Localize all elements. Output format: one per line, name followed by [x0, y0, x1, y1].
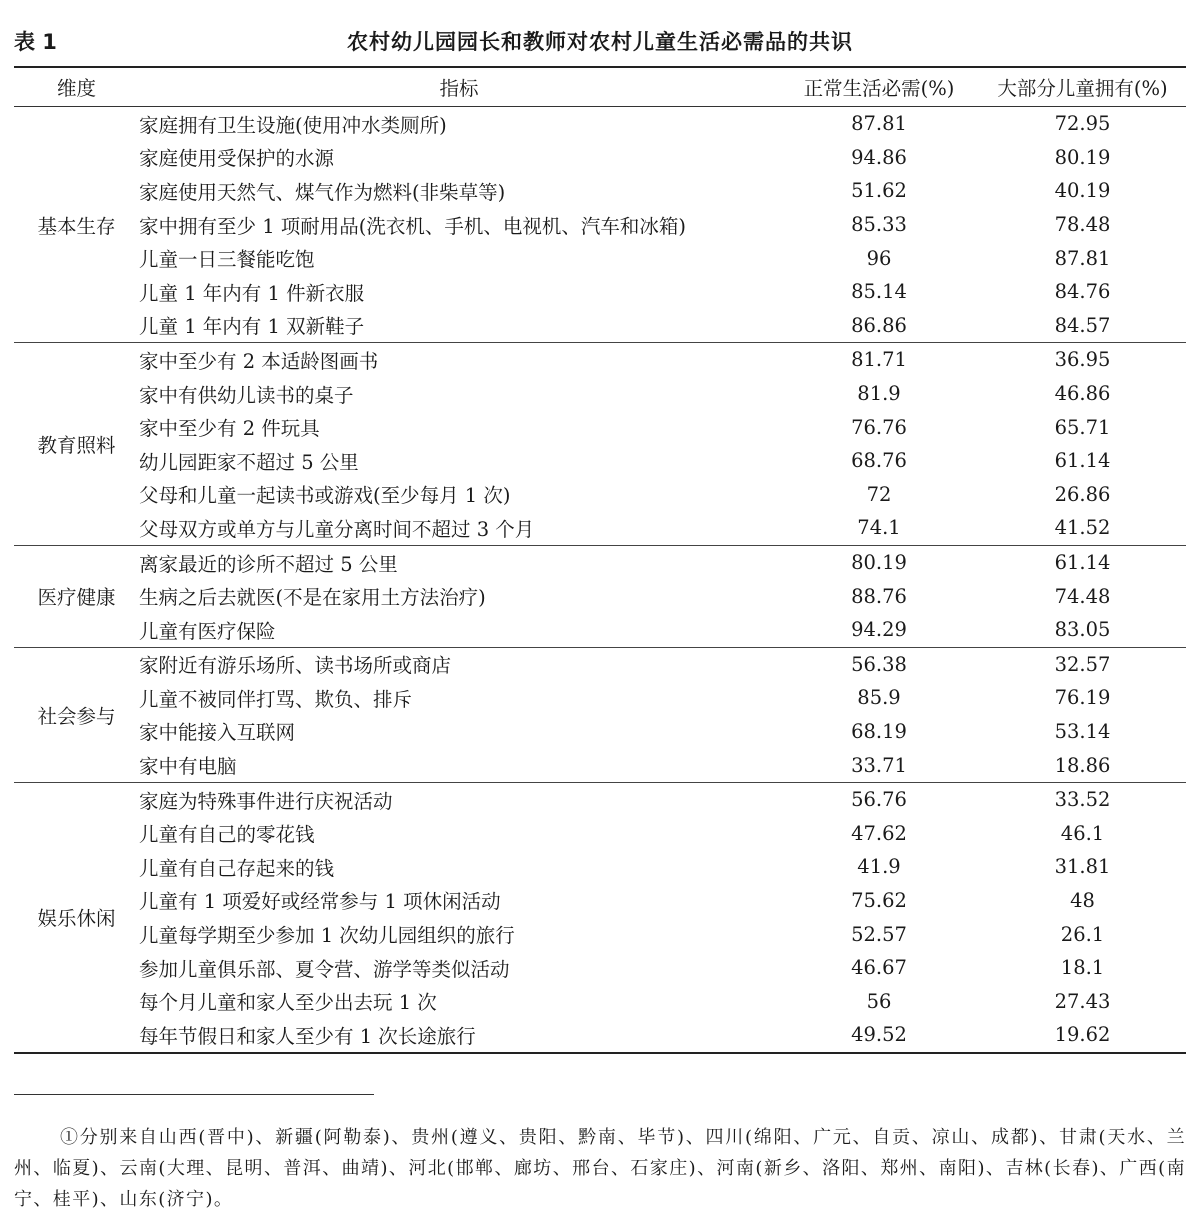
indicator-cell: 父母双方或单方与儿童分离时间不超过 3 个月 [139, 517, 535, 541]
necessary-percent-cell: 56 [866, 989, 892, 1013]
table-row [14, 613, 1186, 647]
owned-percent-cell: 32.57 [1054, 652, 1111, 676]
header-dimension: 维度 [14, 67, 139, 107]
indicator-cell: 参加儿童俱乐部、夏令营、游学等类似活动 [139, 957, 510, 981]
necessary-percent-cell: 72 [866, 482, 892, 506]
dimension-group [14, 545, 1186, 647]
necessary-percent-cell: 56.76 [851, 788, 907, 812]
indicator-cell: 父母和儿童一起读书或游戏(至少每月 1 次) [139, 484, 511, 508]
table-row [14, 715, 1186, 749]
owned-percent-cell: 48 [1070, 888, 1095, 912]
owned-percent-cell: 65.71 [1054, 415, 1111, 439]
owned-percent-cell: 78.48 [1054, 213, 1111, 237]
necessary-percent-cell: 68.76 [851, 449, 907, 473]
indicator-cell: 家中至少有 2 件玩具 [139, 417, 320, 441]
owned-percent-cell: 18.86 [1054, 753, 1111, 777]
indicator-cell: 幼儿园距家不超过 5 公里 [139, 450, 359, 474]
indicator-cell: 儿童有 1 项爱好或经常参与 1 项休闲活动 [139, 890, 501, 914]
dimension-group [14, 782, 1186, 1052]
necessary-percent-cell: 76.76 [851, 415, 907, 439]
table-row [14, 107, 1186, 141]
indicator-cell: 家中有供幼儿读书的桌子 [139, 383, 354, 407]
indicator-cell: 儿童有自己的零花钱 [139, 823, 315, 847]
necessary-percent-cell: 46.67 [851, 956, 907, 980]
indicator-cell: 儿童有自己存起来的钱 [139, 856, 335, 880]
table-row [14, 782, 1186, 816]
table-row [14, 748, 1186, 782]
necessary-percent-cell: 96 [866, 246, 892, 270]
necessary-percent-cell: 85.9 [857, 686, 901, 710]
indicator-cell: 家中至少有 2 本适龄图画书 [139, 349, 379, 373]
necessary-percent-cell: 80.19 [851, 551, 907, 575]
dimension-cell: 基本生存 [37, 214, 116, 238]
indicator-cell: 每年节假日和家人至少有 1 次长途旅行 [139, 1024, 476, 1048]
owned-percent-cell: 76.19 [1054, 686, 1111, 710]
table-row [14, 1018, 1186, 1053]
dimension-cell: 医疗健康 [37, 586, 116, 610]
header-necessary-percent: 正常生活必需(%) [779, 67, 979, 107]
table-row [14, 579, 1186, 613]
owned-percent-cell: 27.43 [1054, 989, 1111, 1013]
necessary-percent-cell: 56.38 [851, 652, 907, 676]
necessary-percent-cell: 81.71 [851, 348, 907, 372]
indicator-cell: 儿童一日三餐能吃饱 [139, 248, 315, 272]
dimension-cell: 教育照料 [37, 433, 116, 457]
dimension-cell: 娱乐休闲 [37, 907, 116, 931]
necessary-percent-cell: 68.19 [851, 719, 907, 743]
owned-percent-cell: 18.1 [1060, 956, 1105, 980]
table-row [14, 241, 1186, 275]
footnote-rule [14, 1094, 374, 1095]
header-row [14, 67, 1186, 107]
dimension-group [14, 107, 1186, 343]
table-row [14, 816, 1186, 850]
owned-percent-cell: 53.14 [1054, 719, 1111, 743]
indicator-cell: 家庭为特殊事件进行庆祝活动 [139, 789, 393, 813]
necessary-percent-cell: 88.76 [851, 584, 907, 608]
necessary-percent-cell: 75.62 [851, 888, 907, 912]
owned-percent-cell: 36.95 [1054, 348, 1111, 372]
footnote: ①分别来自山西(晋中)、新疆(阿勒泰)、贵州(遵义、贵阳、黔南、毕节)、四川(绵阳、广元、自贡、凉山、成都)、甘肃(天水、兰州、临夏)、云南(大理、昆明、普洱、曲靖)、河北(邯郸、廊坊、邢台、石家庄)、河南(新乡、洛阳、郑州、南阳)、吉林(长春)、广西(南宁、桂平)、山东(济宁)。 [14, 1127, 1186, 1210]
table-number: 表 1 [14, 30, 57, 54]
necessary-percent-cell: 94.29 [851, 618, 907, 642]
table-row [14, 444, 1186, 478]
indicator-cell: 儿童每学期至少参加 1 次幼儿园组织的旅行 [139, 924, 515, 948]
necessary-percent-cell: 49.52 [851, 1023, 907, 1047]
table-row [14, 410, 1186, 444]
indicator-cell: 生病之后去就医(不是在家用土方法治疗) [139, 586, 486, 610]
owned-percent-cell: 26.86 [1054, 482, 1111, 506]
indicator-cell: 儿童不被同伴打骂、欺负、排斥 [139, 687, 413, 711]
indicator-cell: 儿童有医疗保险 [139, 619, 276, 643]
necessary-percent-cell: 51.62 [851, 179, 907, 203]
necessary-percent-cell: 81.9 [857, 382, 901, 406]
owned-percent-cell: 80.19 [1054, 145, 1111, 169]
owned-percent-cell: 83.05 [1054, 618, 1111, 642]
consensus-table [14, 66, 1186, 1054]
header-owned-percent: 大部分儿童拥有(%) [979, 67, 1186, 107]
dimension-group [14, 343, 1186, 546]
necessary-percent-cell: 85.33 [851, 213, 907, 237]
owned-percent-cell: 19.62 [1054, 1023, 1111, 1047]
necessary-percent-cell: 85.14 [851, 280, 907, 304]
necessary-percent-cell: 52.57 [851, 922, 907, 946]
header-indicator: 指标 [139, 67, 779, 107]
table-row [14, 647, 1186, 681]
owned-percent-cell: 31.81 [1054, 855, 1111, 879]
owned-percent-cell: 84.76 [1054, 280, 1111, 304]
table-row [14, 343, 1186, 377]
owned-percent-cell: 61.14 [1054, 551, 1111, 575]
owned-percent-cell: 46.1 [1060, 821, 1105, 845]
owned-percent-cell: 26.1 [1060, 922, 1105, 946]
indicator-cell: 家庭使用天然气、煤气作为燃料(非柴草等) [139, 180, 506, 204]
indicator-cell: 家庭使用受保护的水源 [139, 147, 335, 171]
table-row [14, 511, 1186, 545]
table-header [14, 67, 1186, 107]
indicator-cell: 家庭拥有卫生设施(使用冲水类厕所) [139, 113, 447, 137]
indicator-cell: 儿童 1 年内有 1 件新衣服 [139, 281, 365, 305]
table-row [14, 478, 1186, 512]
indicator-cell: 家中拥有至少 1 项耐用品(洗衣机、手机、电视机、汽车和冰箱) [139, 214, 687, 238]
necessary-percent-cell: 41.9 [857, 855, 901, 879]
table-row [14, 174, 1186, 208]
owned-percent-cell: 72.95 [1054, 112, 1111, 136]
dimension-cell: 社会参与 [37, 704, 116, 728]
table-row [14, 681, 1186, 715]
table-title: 农村幼儿园园长和教师对农村儿童生活必需品的共识 [347, 30, 853, 54]
owned-percent-cell: 41.52 [1054, 516, 1111, 540]
table-row [14, 917, 1186, 951]
indicator-cell: 离家最近的诊所不超过 5 公里 [139, 552, 398, 576]
table-caption [14, 22, 1186, 56]
owned-percent-cell: 46.86 [1054, 382, 1111, 406]
indicator-cell: 儿童 1 年内有 1 双新鞋子 [139, 315, 365, 339]
table-row [14, 377, 1186, 411]
table-row [14, 984, 1186, 1018]
necessary-percent-cell: 33.71 [851, 753, 907, 777]
table-row [14, 309, 1186, 343]
necessary-percent-cell: 47.62 [851, 821, 907, 845]
indicator-cell: 家附近有游乐场所、读书场所或商店 [139, 654, 452, 678]
indicator-cell: 家中有电脑 [139, 755, 237, 779]
indicator-cell: 家中能接入互联网 [139, 721, 296, 745]
table-row [14, 141, 1186, 175]
necessary-percent-cell: 74.1 [857, 516, 901, 540]
owned-percent-cell: 61.14 [1054, 449, 1111, 473]
table-row [14, 545, 1186, 579]
owned-percent-cell: 87.81 [1054, 246, 1111, 270]
table-row [14, 951, 1186, 985]
necessary-percent-cell: 87.81 [851, 112, 907, 136]
owned-percent-cell: 40.19 [1054, 179, 1111, 203]
necessary-percent-cell: 86.86 [851, 313, 907, 337]
table-row [14, 850, 1186, 884]
owned-percent-cell: 84.57 [1054, 313, 1111, 337]
table-row [14, 208, 1186, 242]
table-row [14, 884, 1186, 918]
indicator-cell: 每个月儿童和家人至少出去玩 1 次 [139, 991, 437, 1015]
owned-percent-cell: 33.52 [1054, 788, 1111, 812]
dimension-group [14, 647, 1186, 782]
table-row [14, 275, 1186, 309]
necessary-percent-cell: 94.86 [851, 145, 907, 169]
owned-percent-cell: 74.48 [1054, 584, 1111, 608]
